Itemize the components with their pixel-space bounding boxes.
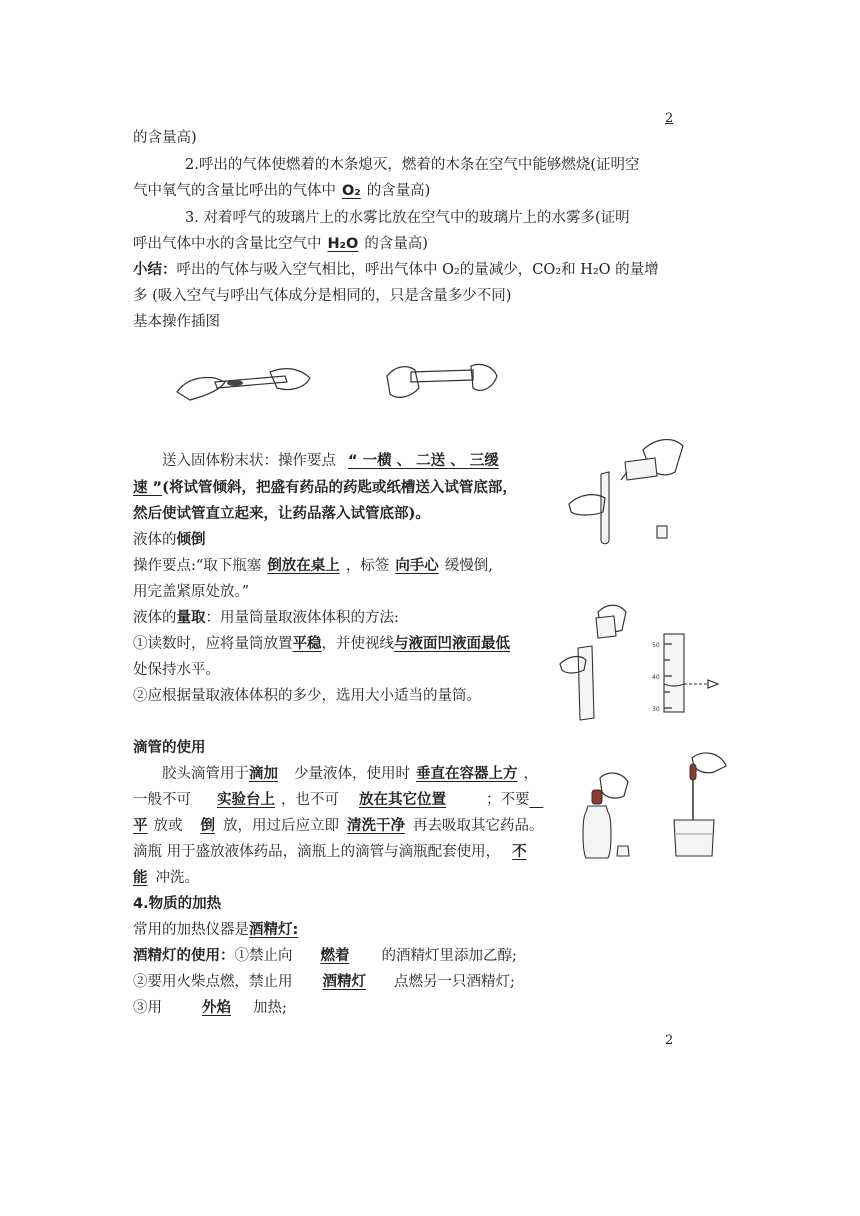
blank-answer: 实验台上	[217, 792, 275, 808]
hands-tube-rotate-figure	[385, 358, 500, 408]
text-line: 气中氧气的含量比呼出的气体中 O₂ 的含量高)	[133, 183, 431, 199]
page-number-top: 2	[665, 111, 674, 126]
blank-answer: 垂直在容器上方	[416, 766, 518, 782]
blank-answer: 滴加	[249, 766, 278, 782]
lamp-usage-label: 酒精灯的使用：	[133, 948, 235, 964]
scale-tick-label: 40	[652, 674, 660, 681]
text-line: 2.呼出的气体使燃着的木条熄灭，燃着的木条在空气中能够燃烧(证明空	[185, 157, 640, 173]
scale-tick-label: 30	[652, 706, 660, 713]
text-line: 3. 对着呼气的玻璃片上的水雾比放在空气中的玻璃片上的水雾多(证明	[185, 210, 630, 226]
section-heading: 滴管的使用	[133, 740, 206, 756]
section-heading: 基本操作插图	[133, 314, 220, 330]
blank-answer: 外焰	[202, 1000, 231, 1016]
blank-answer: 酒精灯:	[249, 922, 299, 938]
text-line: 用完盖紧原处放。”	[133, 584, 250, 600]
text-line: ③用 外焰 加热;	[133, 1000, 287, 1016]
text-line: 一般不可 实验台上 ，也不可 放在其它位置 ；不要	[133, 792, 530, 808]
text-line: 液体的倾倒	[133, 532, 206, 548]
text-line: 胶头滴管用于滴加 少量液体，使用时 垂直在容器上方 ，	[162, 766, 538, 782]
text-line: 小结：呼出的气体与吸入空气相比，呼出气体中 O₂的量减少，CO₂和 H₂O 的量增	[133, 262, 659, 278]
section-heading: 4.物质的加热	[133, 896, 222, 912]
text-line: 能 冲洗。	[133, 870, 199, 886]
blank-answer: 能	[133, 870, 148, 886]
text-line: 滴瓶 用于盛放液体药品，滴瓶上的滴管与滴瓶配套使用， 不	[133, 844, 527, 860]
text-line: 处保持水平。	[133, 662, 220, 678]
blank-answer: 清洗干净	[347, 818, 405, 834]
powder-into-tube-figure	[565, 432, 695, 550]
text-line: 速 ”(将试管倾斜，把盛有药品的药匙或纸槽送入试管底部，	[133, 479, 517, 496]
text-line: 液体的量取：用量筒量取液体体积的方法:	[133, 610, 399, 626]
text-line: 的含量高)	[133, 130, 197, 146]
pour-into-cylinder-figure	[558, 600, 638, 725]
cylinder-scale-figure	[650, 632, 725, 714]
text-line: 送入固体粉末状：操作要点 “ 一横 、 二送 、 三缓	[162, 453, 499, 469]
text-line: 呼出气体中水的含量比空气中 H₂O 的含量高)	[133, 236, 428, 252]
summary-label: 小结：	[133, 262, 177, 278]
text-line: 然后使试管直立起来，让药品落入试管底部)。	[133, 505, 430, 522]
blank-answer: 平稳	[292, 636, 322, 652]
text-line: 操作要点:“取下瓶塞 倒放在桌上 ，标签 向手心 缓慢倒,	[133, 558, 493, 574]
page-number-bottom: 2	[665, 1033, 674, 1048]
blank-answer: 向手心	[395, 558, 439, 574]
text-line: 常用的加热仪器是酒精灯:	[133, 922, 299, 938]
blank-answer: O₂	[342, 183, 361, 199]
hands-tube-horizontal-figure	[175, 362, 315, 407]
scale-tick-label: 50	[652, 642, 660, 649]
text-line: 平 放或 倒 放，用过后应立即 清洗干净 再去吸取其它药品。	[133, 818, 544, 834]
blank-answer: 倒放在桌上	[267, 558, 340, 574]
dropper-bottle-figure	[578, 770, 640, 862]
blank-answer: 不	[512, 844, 527, 860]
blank-answer: 酒精灯	[322, 974, 366, 990]
blank-answer: 放在其它位置	[359, 792, 446, 808]
dropper-over-beaker-figure	[670, 750, 730, 860]
blank-answer: 速 ”	[133, 480, 163, 496]
blank-answer: H₂O	[327, 236, 359, 252]
blank-answer: 平	[133, 818, 148, 834]
text-line: ②应根据量取液体体积的多少，选用大小适当的量筒。	[133, 688, 481, 704]
text-line: 多 (吸入空气与呼出气体成分是相同的，只是含量多少不同)	[133, 288, 512, 304]
blank-answer: 燃着	[320, 948, 350, 964]
blank-answer: 与液面凹液面最低	[394, 636, 510, 652]
blank-answer: “ 一横 、 二送 、 三缓	[348, 453, 499, 469]
text-line: ①读数时，应将量筒放置平稳，并使视线与液面凹液面最低	[133, 636, 510, 652]
cylinder-body	[664, 634, 684, 712]
text-line: 酒精灯的使用：①禁止向 燃着 的酒精灯里添加乙醇;	[133, 948, 517, 964]
text-line: ②要用火柴点燃，禁止用 酒精灯 点燃另一只酒精灯;	[133, 974, 515, 990]
blank-answer: 倒	[200, 818, 215, 834]
